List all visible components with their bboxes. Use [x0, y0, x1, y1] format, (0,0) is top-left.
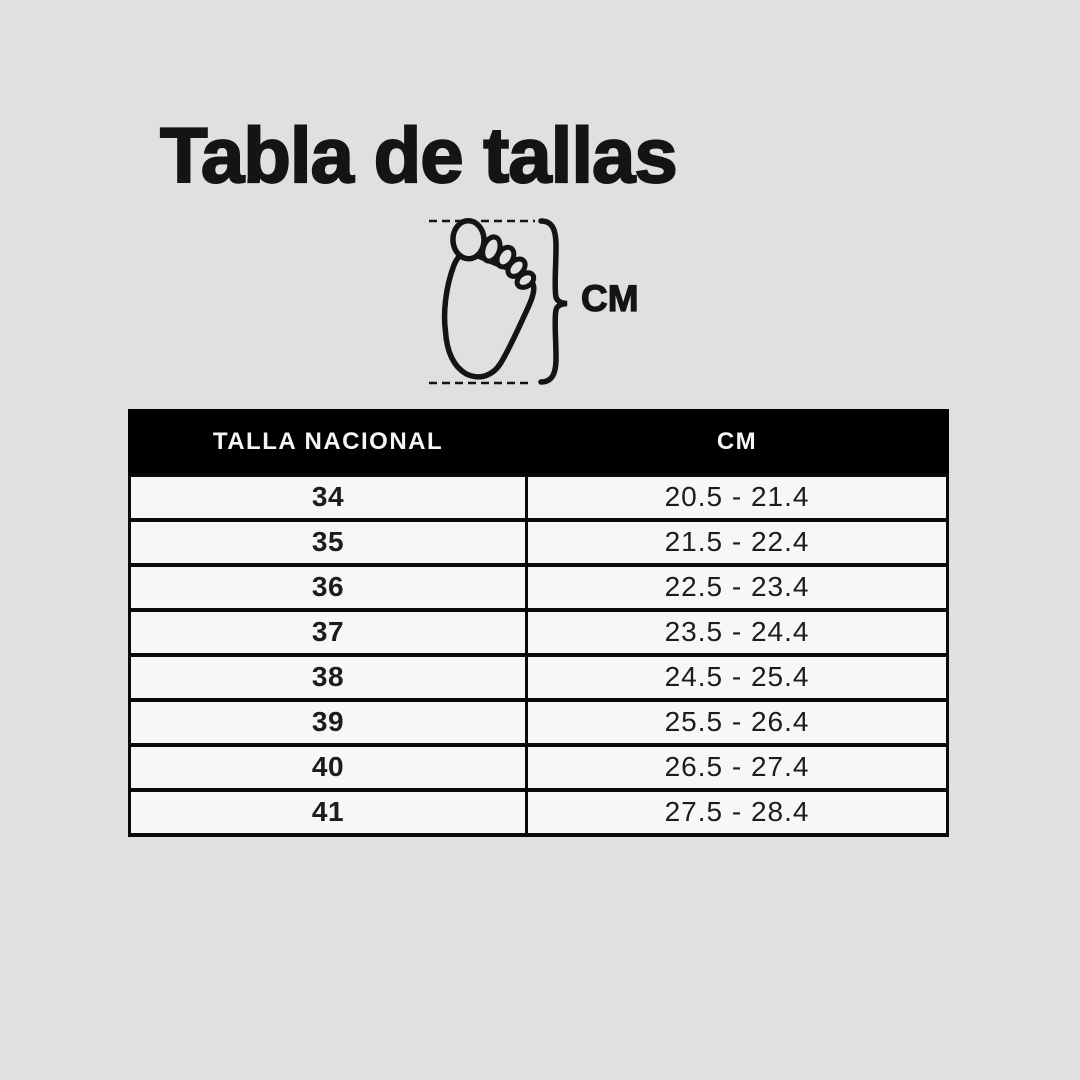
cm-range-cell: 22.5 - 23.4: [527, 565, 948, 610]
page-title: Tabla de tallas: [160, 111, 677, 199]
table-row: [130, 475, 948, 520]
cm-range-cell: 24.5 - 25.4: [527, 655, 948, 700]
size-cell: 36: [130, 565, 527, 610]
col-header-talla-nacional: TALLA NACIONAL: [130, 411, 527, 475]
size-cell: 39: [130, 700, 527, 745]
table-row: [130, 745, 948, 790]
size-table: [128, 409, 949, 837]
table-row: [130, 655, 948, 700]
col-header-cm: CM: [527, 411, 948, 475]
size-cell: 38: [130, 655, 527, 700]
table-header-row: [130, 411, 948, 475]
cm-range-cell: 25.5 - 26.4: [527, 700, 948, 745]
footprint-icon: [428, 210, 574, 394]
cm-range-cell: 21.5 - 22.4: [527, 520, 948, 565]
size-cell: 34: [130, 475, 527, 520]
size-cell: 40: [130, 745, 527, 790]
cm-range-cell: 26.5 - 27.4: [527, 745, 948, 790]
table-row: [130, 520, 948, 565]
size-cell: 37: [130, 610, 527, 655]
cm-unit-label: CM: [581, 278, 639, 319]
cm-range-cell: 20.5 - 21.4: [527, 475, 948, 520]
table-row: [130, 565, 948, 610]
size-cell: 35: [130, 520, 527, 565]
footprint-outline: [431, 216, 543, 383]
table-row: [130, 790, 948, 835]
cm-range-cell: 27.5 - 28.4: [527, 790, 948, 835]
brace-icon: [541, 221, 567, 382]
foot-measure-figure: [428, 210, 688, 394]
size-cell: 41: [130, 790, 527, 835]
table-row: [130, 610, 948, 655]
table-row: [130, 700, 948, 745]
cm-range-cell: 23.5 - 24.4: [527, 610, 948, 655]
